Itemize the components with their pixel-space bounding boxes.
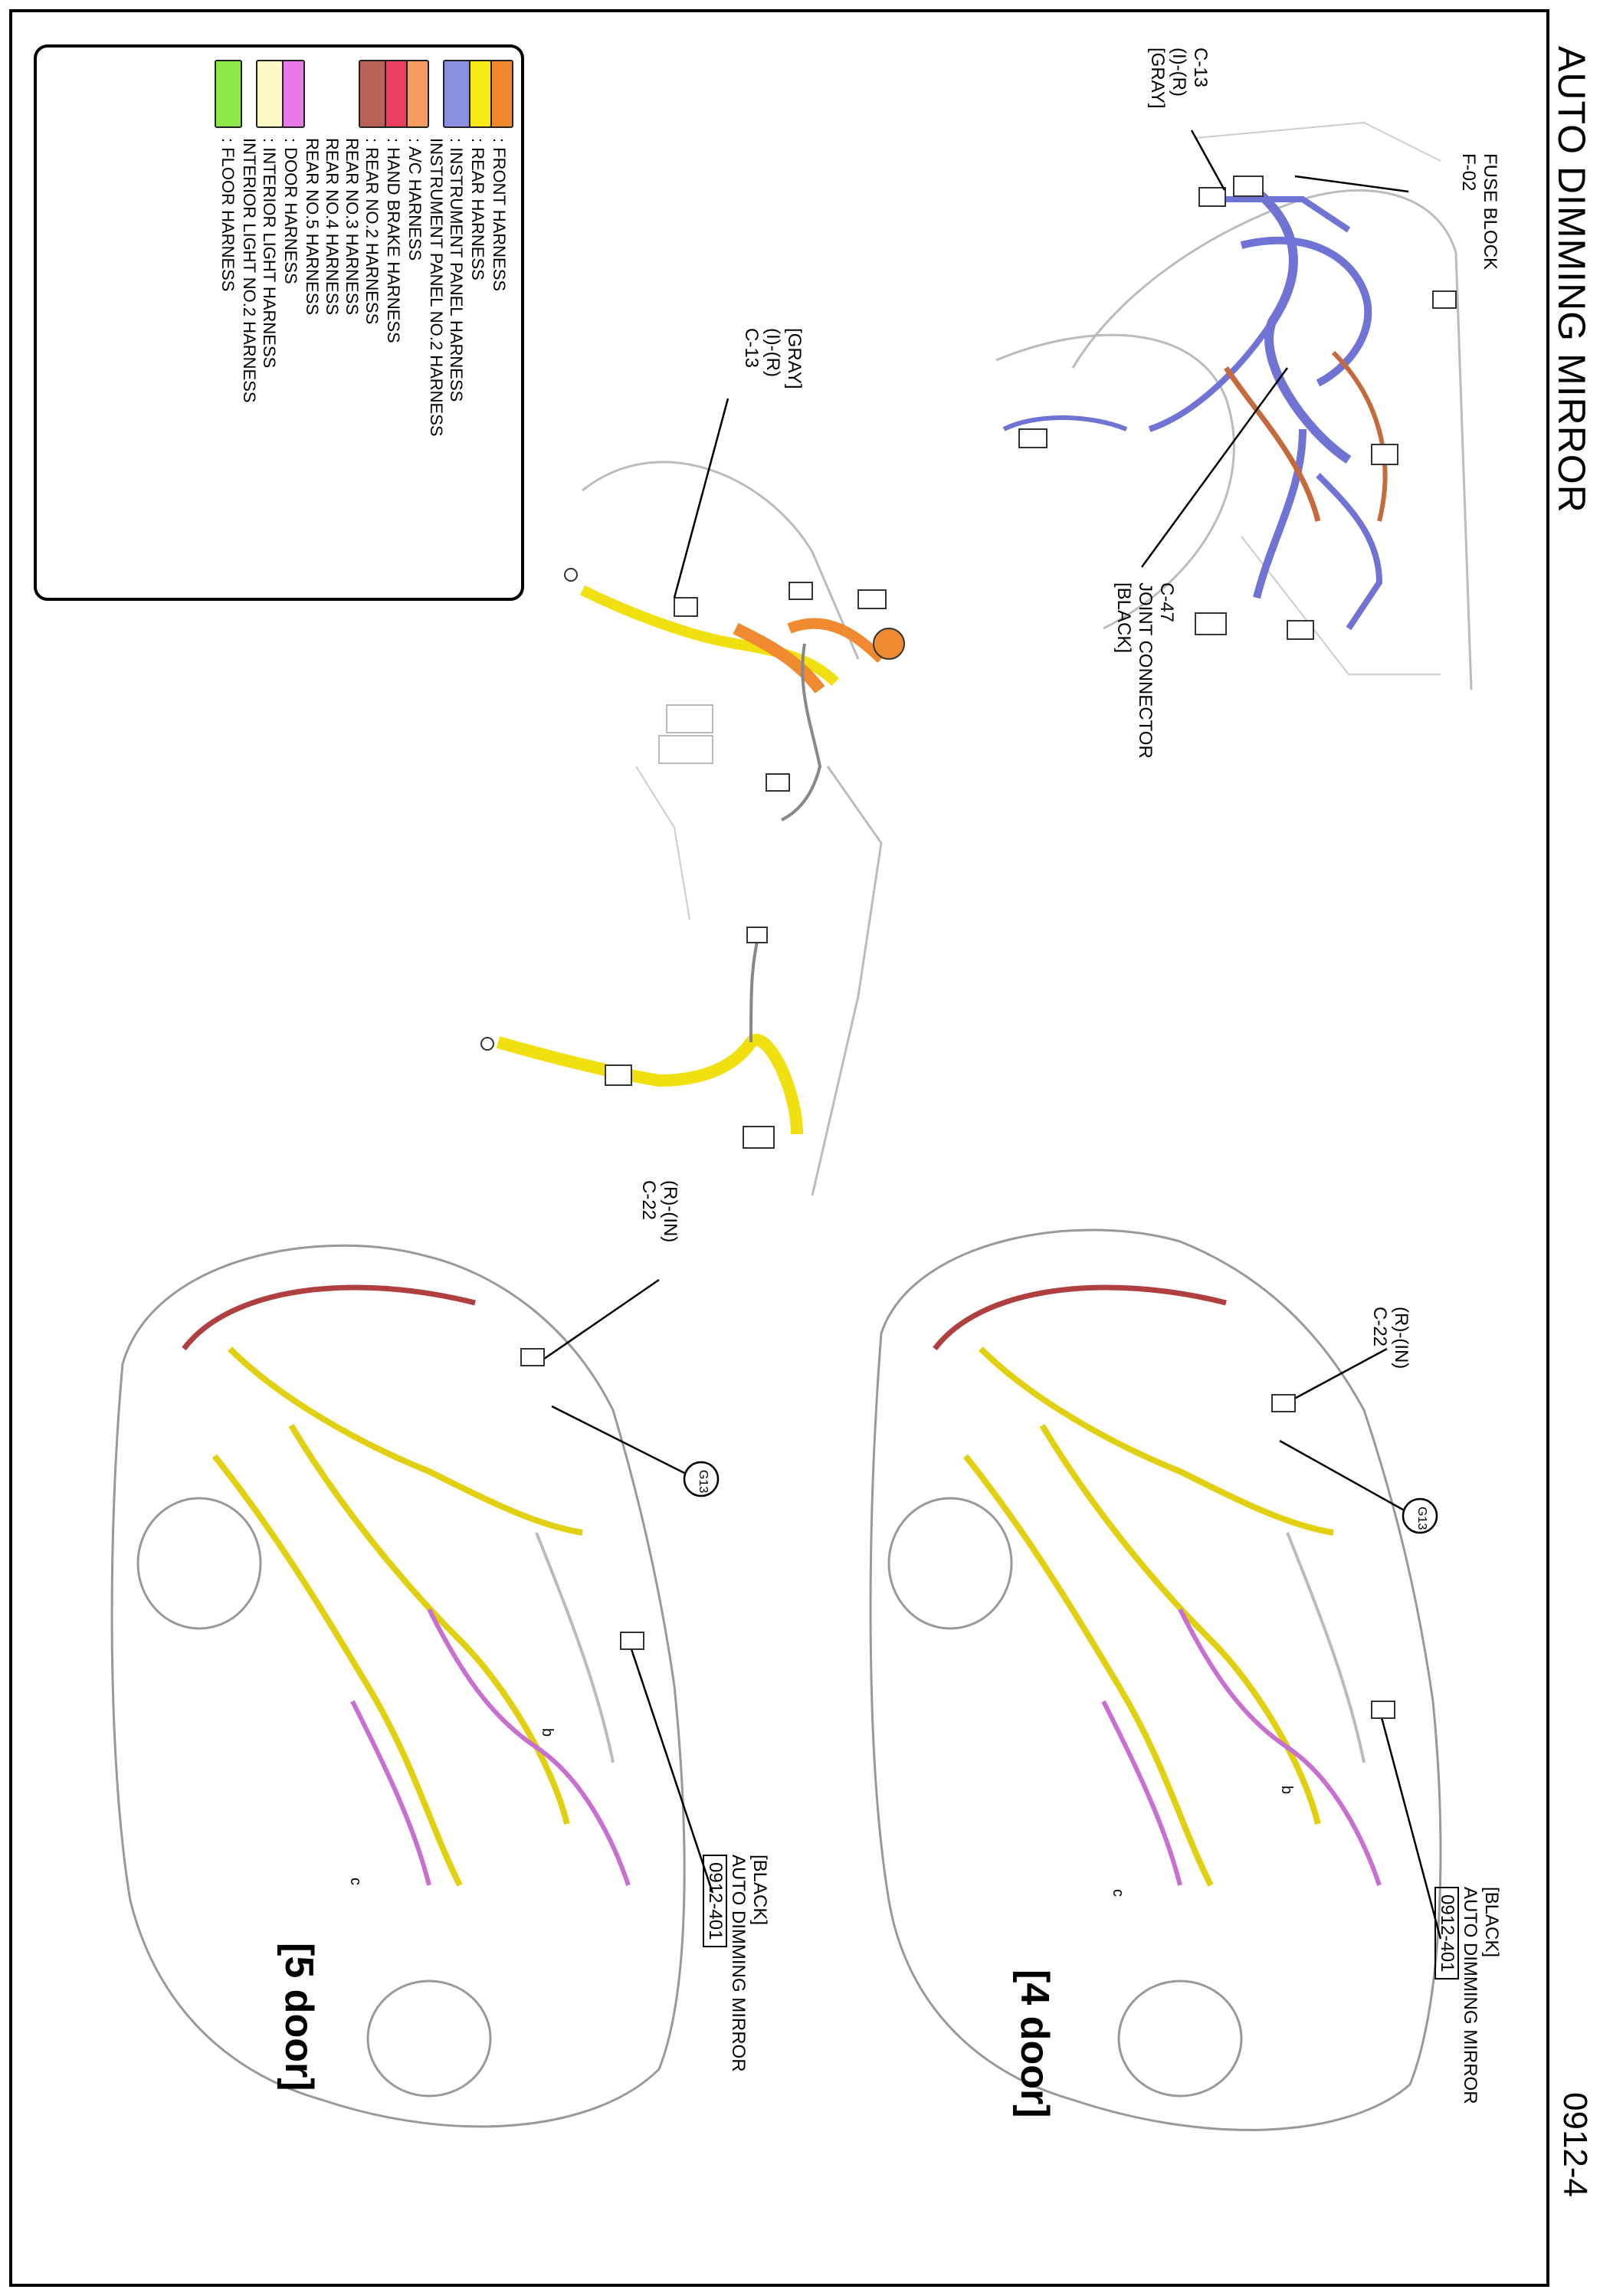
view-title-4door: [4 door] xyxy=(1012,1970,1057,2118)
legend-label: INTERIOR LIGHT NO.2 HARNESS xyxy=(240,138,259,403)
c47-color: [BLACK] xyxy=(1113,582,1134,654)
mirror-4door-callout xyxy=(1434,1887,1502,2104)
legend-swatch xyxy=(359,60,386,128)
legend-label: : FRONT HARNESS xyxy=(490,138,509,292)
car-5door xyxy=(112,1245,718,2127)
mirror-5door-name: AUTO DIMMING MIRROR xyxy=(728,1855,749,2072)
legend-label: : DOOR HARNESS xyxy=(281,138,300,284)
mirror-4door-color: [BLACK] xyxy=(1481,1887,1502,1958)
marker-c-4door: c xyxy=(1110,1889,1126,1897)
legend-label: : REAR HARNESS xyxy=(468,138,487,280)
legend-item xyxy=(405,138,425,261)
legend-label: REAR NO.4 HARNESS xyxy=(323,138,342,316)
c22-4door-code: C-22 xyxy=(1369,1307,1390,1347)
c13-top-color: [GRAY] xyxy=(1147,48,1168,109)
mirror-4door-name: AUTO DIMMING MIRROR xyxy=(1460,1887,1480,2104)
c13-top-callout xyxy=(1146,48,1211,109)
c13-top-code: C-13 xyxy=(1190,48,1211,88)
legend-item xyxy=(489,138,509,291)
legend-item xyxy=(218,138,238,291)
c13-mid-callout xyxy=(740,328,805,389)
marker-b-5door: b xyxy=(539,1728,556,1737)
legend-label: : INSTRUMENT PANEL HARNESS xyxy=(447,138,466,402)
c47-name: JOINT CONNECTOR xyxy=(1135,582,1156,759)
c22-5door-pins: (R)-(IN) xyxy=(660,1180,680,1243)
c22-4door-pins: (R)-(IN) xyxy=(1391,1307,1411,1369)
page-title: AUTO DIMMING MIRROR xyxy=(1550,46,1593,513)
g13-marker-4door: G13 xyxy=(1415,1507,1428,1530)
fuse-block-callout xyxy=(1457,153,1500,270)
c22-5door-code: C-22 xyxy=(638,1180,659,1221)
c47-code: C-47 xyxy=(1156,582,1177,623)
legend-label: : HAND BRAKE HARNESS xyxy=(384,138,403,343)
legend-item xyxy=(280,138,300,284)
legend-item xyxy=(467,138,487,280)
legend-swatch xyxy=(256,60,284,128)
legend-label: : A/C HARNESS xyxy=(405,138,425,261)
c13-top-pins: (I)-(R) xyxy=(1169,48,1189,97)
legend-item xyxy=(239,138,279,403)
c47-callout xyxy=(1113,582,1177,759)
page-number: 0912-4 xyxy=(1556,2092,1594,2198)
c13-mid-color: [GRAY] xyxy=(784,328,805,389)
mirror-4door-ref: 0912-401 xyxy=(1434,1887,1459,1979)
mirror-5door-callout xyxy=(703,1855,770,2072)
c22-5door-callout xyxy=(638,1180,680,1242)
marker-c-5door: c xyxy=(347,1878,364,1885)
c13-mid-pins: (I)-(R) xyxy=(762,328,783,377)
view-title-5door: [5 door] xyxy=(277,1943,321,2091)
legend-swatch xyxy=(215,60,242,128)
legend-label: : FLOOR HARNESS xyxy=(218,138,238,292)
legend-item xyxy=(426,138,466,437)
fuse-block-code: F-02 xyxy=(1458,153,1479,192)
fuse-block-label: FUSE BLOCK xyxy=(1480,153,1500,271)
legend-item xyxy=(302,138,382,324)
c22-4door-callout xyxy=(1369,1307,1411,1369)
marker-b-4door: b xyxy=(1278,1786,1295,1795)
legend-label: : REAR NO.2 HARNESS xyxy=(362,138,382,325)
mirror-5door-ref: 0912-401 xyxy=(703,1855,727,1947)
legend-label: INSTRUMENT PANEL NO.2 HARNESS xyxy=(427,138,446,437)
legend-swatch xyxy=(443,60,470,128)
dashboard-view xyxy=(996,123,1471,690)
legend-item xyxy=(383,138,403,343)
console-view xyxy=(481,399,904,1196)
car-4door xyxy=(870,1230,1441,2130)
legend-label: REAR NO.3 HARNESS xyxy=(343,138,362,316)
mirror-5door-color: [BLACK] xyxy=(749,1855,770,1926)
legend-label: REAR NO.5 HARNESS xyxy=(303,138,322,316)
g13-marker-5door: G13 xyxy=(697,1470,710,1494)
legend-label: : INTERIOR LIGHT HARNESS xyxy=(260,138,279,369)
c13-mid-code: C-13 xyxy=(741,328,762,369)
